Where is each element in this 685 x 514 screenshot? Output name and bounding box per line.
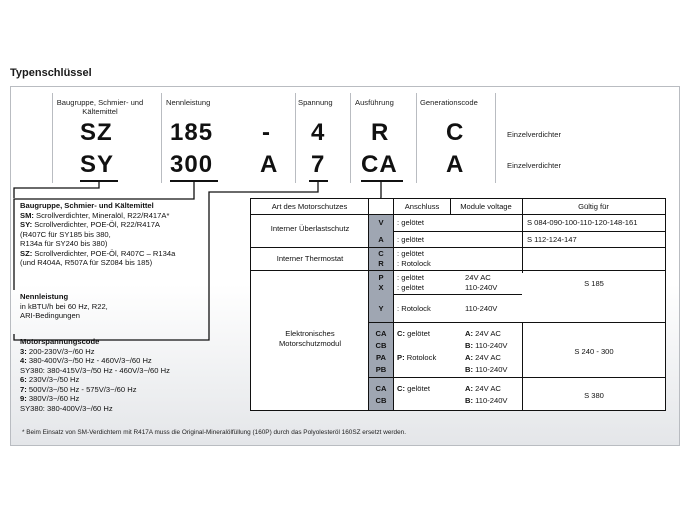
anschluss-c-group bbox=[397, 329, 430, 339]
code-x: X bbox=[369, 283, 393, 292]
code-c: C bbox=[369, 249, 393, 258]
code-separator-1: - bbox=[262, 119, 271, 146]
anschluss-code: P: bbox=[397, 353, 405, 362]
voltage-text: 110-240V bbox=[473, 396, 508, 405]
col-header-spannung: Spannung bbox=[298, 98, 333, 107]
legend-nennleistung bbox=[20, 292, 210, 321]
legend-code: 3: bbox=[20, 346, 27, 356]
gueltig-px: S 185 bbox=[584, 279, 604, 288]
col-header-baugruppe: Baugruppe, Schmier- und Kältemittel bbox=[56, 98, 144, 116]
footnote: * Beim Einsatz von SM-Verdichtern mit R417A muss die Original-Mineralölfüllung (160P) durch das Polyolesteröl 160SZ ersetzt werden. bbox=[22, 429, 406, 436]
voltage-cb bbox=[465, 341, 508, 351]
table-rule bbox=[522, 199, 523, 273]
anschluss-x: : gelötet bbox=[397, 283, 425, 292]
anschluss-text: gelötet bbox=[405, 384, 430, 393]
legend-code: 6: bbox=[20, 375, 27, 384]
group-label-thermostat: Interner Thermostat bbox=[276, 254, 344, 263]
code-ca-2: CA bbox=[369, 384, 393, 393]
code-spannung-2: 7 bbox=[311, 151, 326, 178]
anschluss-text: Rotolock bbox=[404, 353, 437, 362]
voltage-code: A: bbox=[465, 329, 474, 338]
code-pa: PA bbox=[369, 353, 393, 362]
voltage-text: 110-240V bbox=[473, 365, 508, 374]
code-v: V bbox=[369, 218, 393, 227]
code-y: Y bbox=[369, 304, 393, 313]
legend-text: 500V/3~/50 Hz - 575V/3~/60 Hz bbox=[26, 384, 137, 394]
code-baugruppe-1: SZ bbox=[80, 119, 113, 146]
legend-text: Scrollverdichter, POE-Öl, R407C – R134a bbox=[32, 248, 176, 258]
code-generation-2: A bbox=[446, 151, 465, 178]
legend-nl-head: Nennleistung bbox=[20, 292, 69, 301]
voltage-code: B: bbox=[465, 365, 474, 374]
gueltig-a: S 112-124-147 bbox=[527, 235, 577, 244]
voltage-ca-2 bbox=[465, 384, 501, 394]
table-rule bbox=[251, 270, 665, 271]
legend-text: in kBTU/h bei 60 Hz, R22, bbox=[20, 301, 108, 311]
legend-text: (R407C für SY185 bis 380, bbox=[20, 229, 111, 239]
row-note-2: Einzelverdichter bbox=[507, 161, 562, 170]
legend-motorspannung bbox=[20, 337, 245, 413]
table-rule bbox=[251, 214, 665, 215]
voltage-code: A: bbox=[465, 353, 474, 362]
table-rule bbox=[393, 231, 665, 232]
code-nennleistung-1: 185 bbox=[170, 119, 214, 146]
legend-text: 230V/3~/50 Hz bbox=[26, 375, 80, 384]
voltage-code: B: bbox=[465, 341, 474, 350]
legend-text: SY380: 380-415V/3~/50 Hz - 460V/3~/60 Hz bbox=[20, 365, 170, 375]
voltage-ca bbox=[465, 329, 501, 339]
voltage-cb-2 bbox=[465, 396, 508, 406]
anschluss-r: : Rotolock bbox=[397, 259, 431, 268]
voltage-code: A: bbox=[465, 384, 474, 393]
voltage-code: B: bbox=[465, 396, 474, 405]
code-pb: PB bbox=[369, 365, 393, 374]
row-note-1: Einzelverdichter bbox=[507, 130, 562, 139]
anschluss-code: C: bbox=[397, 329, 406, 338]
voltage-x: 110-240V bbox=[465, 283, 498, 292]
col-header-ausfuehrung: Ausführung bbox=[355, 98, 394, 107]
legend-text: (und R404A, R507A für SZ084 bis 185) bbox=[20, 258, 153, 267]
anschluss-a: : gelötet bbox=[397, 235, 425, 244]
legend-ms-head: Motorspannungscode bbox=[20, 337, 100, 346]
col-header-nennleistung: Nennleistung bbox=[166, 98, 211, 107]
voltage-pa bbox=[465, 353, 501, 363]
anschluss-c: : gelötet bbox=[397, 249, 425, 258]
col-header-generation: Generationscode bbox=[420, 98, 478, 107]
code-generation-1: C bbox=[446, 119, 465, 146]
voltage-text: 24V AC bbox=[473, 329, 501, 338]
anschluss-v: : gelötet bbox=[397, 218, 425, 227]
code-nennleistung-2: 300 bbox=[170, 151, 214, 178]
motor-protection-table bbox=[250, 198, 666, 411]
anschluss-p-group bbox=[397, 353, 436, 363]
legend-code: 4: bbox=[20, 356, 27, 365]
legend-code: 9: bbox=[20, 394, 27, 403]
legend-text: Scrollverdichter, POE-Öl, R22/R417A bbox=[32, 220, 160, 229]
legend-text: R134a für SY240 bis 380) bbox=[20, 239, 108, 248]
code-r: R bbox=[369, 259, 393, 268]
code-spannung-1: 4 bbox=[311, 119, 326, 146]
legend-code: 7: bbox=[20, 384, 27, 394]
legend-text: SY380: 380-400V/3~/60 Hz bbox=[20, 403, 113, 413]
gueltig-g5: S 380 bbox=[584, 391, 604, 400]
table-header-gueltig: Gültig für bbox=[578, 202, 609, 211]
anschluss-code: C: bbox=[397, 384, 406, 393]
legend-code: SM: bbox=[20, 210, 34, 220]
code-a: A bbox=[369, 235, 393, 244]
voltage-p: 24V AC bbox=[465, 273, 491, 282]
legend-code: SZ: bbox=[20, 248, 33, 258]
table-rule bbox=[368, 377, 665, 378]
code-baugruppe-2: SY bbox=[80, 151, 115, 178]
anschluss-c-group-2 bbox=[397, 384, 430, 394]
table-rule bbox=[393, 294, 522, 295]
legend-bg-head: Baugruppe, Schmier- und Kältemittel bbox=[20, 201, 154, 210]
legend-code: SY: bbox=[20, 220, 33, 229]
table-rule bbox=[251, 247, 665, 248]
gueltig-v: S 084-090-100-110-120-148-161 bbox=[527, 218, 638, 227]
legend-baugruppe bbox=[20, 201, 245, 268]
voltage-text: 24V AC bbox=[473, 384, 501, 393]
code-separator-2: A bbox=[260, 151, 279, 178]
code-cb: CB bbox=[369, 341, 393, 350]
voltage-text: 110-240V bbox=[473, 341, 508, 350]
code-p: P bbox=[369, 273, 393, 282]
code-ausfuehrung-2: CA bbox=[361, 151, 398, 178]
gueltig-g4: S 240 - 300 bbox=[574, 347, 614, 356]
legend-text: 200-230V/3~/60 Hz bbox=[26, 346, 95, 356]
voltage-y: 110-240V bbox=[465, 304, 498, 313]
group-label-modul-1: Elektronisches bbox=[285, 329, 335, 338]
anschluss-y: : Rotolock bbox=[397, 304, 431, 313]
code-cb-2: CB bbox=[369, 396, 393, 405]
voltage-text: 24V AC bbox=[473, 353, 501, 362]
anschluss-text: gelötet bbox=[405, 329, 430, 338]
table-rule bbox=[368, 322, 665, 323]
legend-text: 380-400V/3~/50 Hz - 460V/3~/60 Hz bbox=[26, 356, 152, 365]
table-rule bbox=[450, 199, 451, 214]
code-ausfuehrung-1: R bbox=[371, 119, 390, 146]
table-header-art: Art des Motorschutzes bbox=[271, 202, 348, 211]
code-ca: CA bbox=[369, 329, 393, 338]
legend-text: ARI-Bedingungen bbox=[20, 311, 80, 320]
page-title: Typenschlüssel bbox=[10, 67, 92, 79]
table-header-anschluss: Anschluss bbox=[404, 202, 440, 211]
voltage-pb bbox=[465, 365, 508, 375]
group-label-modul-2: Motorschutzmodul bbox=[278, 339, 342, 348]
anschluss-p: : gelötet bbox=[397, 273, 425, 282]
group-label-ueberlast: Interner Überlastschutz bbox=[270, 224, 350, 233]
table-header-module-voltage: Module voltage bbox=[460, 202, 512, 211]
legend-text: Scrollverdichter, Mineralöl, R22/R417A* bbox=[33, 210, 170, 220]
legend-text: 380V/3~/60 Hz bbox=[26, 394, 80, 403]
